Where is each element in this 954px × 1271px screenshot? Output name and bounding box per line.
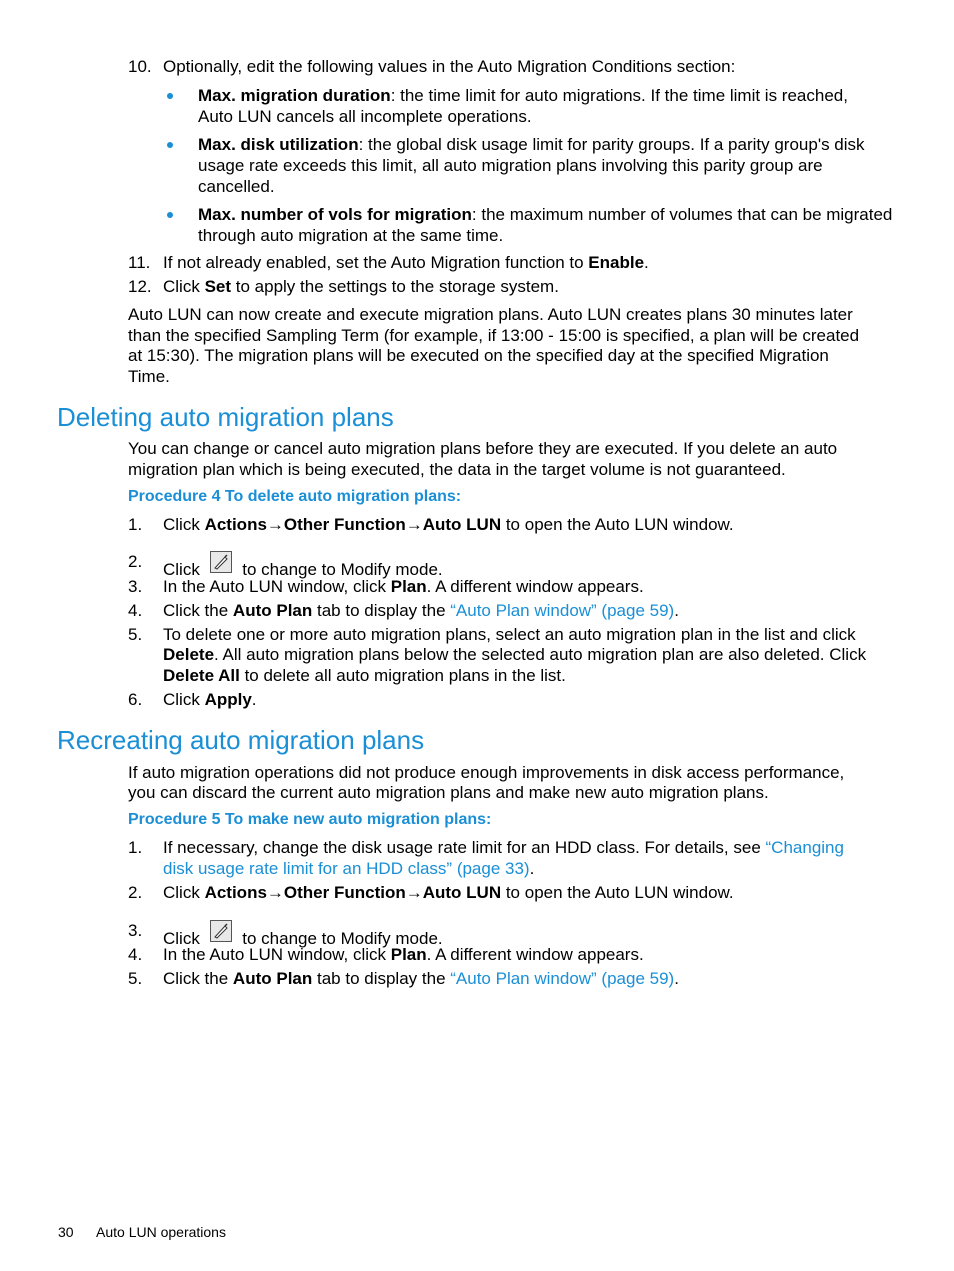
procedure-title: Procedure 4 To delete auto migration plans: — [128, 488, 462, 505]
step-number: 2. — [128, 552, 143, 571]
bullet-term: Max. number of vols for migration — [198, 205, 472, 224]
bullet-text: Auto LUN cancels all incomplete operations. — [198, 107, 532, 126]
step-text-part: tab to display the — [312, 601, 451, 620]
step-text-part: Click — [163, 560, 205, 579]
step-number: 3. — [128, 577, 143, 596]
bullet-item — [198, 204, 892, 225]
step-number: 11. — [128, 253, 151, 272]
bullet-term: Max. disk utilization — [198, 135, 359, 154]
step-text-part: . — [529, 859, 535, 878]
bullet-dot — [167, 142, 173, 148]
paragraph-line: You can change or cancel auto migration plans before they are executed. If you delete an auto — [128, 439, 838, 458]
step-text-part: tab to display the — [312, 969, 451, 988]
step-number: 4. — [128, 945, 143, 964]
step-text — [163, 665, 566, 686]
step-text — [163, 514, 734, 535]
step-text-part: In the Auto LUN window, click — [163, 577, 391, 596]
bullet-item — [198, 85, 848, 106]
step-text — [163, 252, 649, 273]
step-text: To delete one or more auto migration plans, select an auto migration plan in the list and click — [163, 625, 856, 644]
step-text-part: In the Auto LUN window, click — [163, 945, 391, 964]
step-number: 1. — [128, 515, 143, 534]
step-text-part: . — [251, 690, 257, 709]
step-number: 12. — [128, 277, 152, 296]
hdd-class-link[interactable]: disk usage rate limit for an HDD class” (page 33) — [163, 859, 530, 878]
step-text-part: . A different window appears. — [426, 945, 644, 964]
menu-other-function: Other Function — [283, 515, 406, 534]
step-text — [163, 968, 679, 989]
step-text — [163, 944, 644, 965]
step-text-part: . — [674, 969, 679, 988]
step-text — [163, 837, 844, 858]
step-text-part: Click — [163, 883, 205, 902]
step-number: 1. — [128, 838, 143, 857]
paragraph-line: at 15:30). The migration plans will be executed on the specified day at the specified Migration — [128, 346, 829, 365]
auto-plan-window-link[interactable]: “Auto Plan window” (page 59) — [450, 969, 675, 988]
menu-auto-lun: Auto LUN — [422, 515, 502, 534]
step-text-part: Click the — [163, 601, 233, 620]
step-bold: Plan — [390, 945, 427, 964]
page-number: 30 — [58, 1224, 74, 1240]
step-text-part: to open the Auto LUN window. — [501, 515, 734, 534]
step-text-part: Click the — [163, 969, 233, 988]
step-number: 5. — [128, 625, 143, 644]
step-text-part: to change to Modify mode. — [237, 560, 443, 579]
section-heading: Recreating auto migration plans — [57, 725, 425, 755]
step-text-part: . — [644, 253, 649, 272]
step-bold: Set — [204, 277, 232, 296]
footer-label: Auto LUN operations — [96, 1224, 226, 1240]
step-bold: Auto Plan — [232, 601, 313, 620]
step-text-part: to apply the settings to the storage system. — [231, 277, 559, 296]
modify-mode-icon — [210, 920, 232, 942]
procedure-title: Procedure 5 To make new auto migration plans: — [128, 811, 492, 828]
step-text-part: Click — [163, 277, 205, 296]
bullet-text: : the time limit for auto migrations. If the time limit is reached, — [390, 86, 848, 105]
bullet-term: Max. migration duration — [198, 86, 391, 105]
paragraph-line: you can discard the current auto migration plans and make new auto migration plans. — [128, 783, 769, 802]
step-text-part: . All auto migration plans below the selected auto migration plan are also deleted. Click — [214, 645, 867, 664]
paragraph-line: Time. — [128, 367, 170, 386]
modify-mode-icon — [210, 551, 232, 573]
step-text-part: Click — [163, 929, 205, 948]
step-number: 3. — [128, 921, 143, 940]
step-number: 6. — [128, 690, 143, 709]
bullet-text: : the maximum number of volumes that can be migrated — [471, 205, 893, 224]
step-bold: Enable — [588, 253, 645, 272]
paragraph-line: If auto migration operations did not produce enough improvements in disk access performance, — [128, 763, 845, 782]
menu-auto-lun: Auto LUN — [422, 883, 502, 902]
step-text-part: If not already enabled, set the Auto Migration function to — [163, 253, 589, 272]
step-text-part: Click — [163, 515, 205, 534]
step-bold: Apply — [204, 690, 252, 709]
bullet-text: cancelled. — [198, 177, 275, 196]
arrow-icon: → — [405, 883, 423, 902]
step-bold: Delete — [163, 645, 215, 664]
step-number: 4. — [128, 601, 143, 620]
step-text — [163, 576, 644, 597]
step-number: 5. — [128, 969, 143, 988]
paragraph-line: migration plan which is being executed, the data in the target volume is not guaranteed. — [128, 460, 786, 479]
step-text-part: If necessary, change the disk usage rate limit for an HDD class. For details, see — [163, 838, 766, 857]
menu-other-function: Other Function — [283, 883, 406, 902]
auto-plan-window-link[interactable]: “Auto Plan window” (page 59) — [450, 601, 675, 620]
hdd-class-link[interactable]: “Changing — [765, 838, 844, 857]
arrow-icon: → — [405, 515, 423, 534]
step-text: Optionally, edit the following values in the Auto Migration Conditions section: — [163, 57, 736, 76]
bullet-dot — [167, 93, 173, 99]
arrow-icon: → — [266, 515, 284, 534]
bullet-text: : the global disk usage limit for parity groups. If a parity group's disk — [358, 135, 865, 154]
step-bold: Auto Plan — [232, 969, 313, 988]
step-bold: Delete All — [163, 666, 240, 685]
menu-actions: Actions — [204, 883, 267, 902]
step-text — [163, 276, 559, 297]
step-text-part: to change to Modify mode. — [237, 929, 443, 948]
step-text — [163, 858, 534, 879]
step-text — [163, 689, 257, 710]
bullet-item — [198, 134, 865, 155]
step-text-part: Click — [163, 690, 205, 709]
step-text — [163, 882, 734, 903]
paragraph-line: Auto LUN can now create and execute migration plans. Auto LUN creates plans 30 minutes later — [128, 305, 853, 324]
step-text-part: . — [674, 601, 679, 620]
bullet-text: usage rate exceeds this limit, all auto migration plans involving this parity group are — [198, 156, 823, 175]
step-text-part: to open the Auto LUN window. — [501, 883, 734, 902]
step-text — [163, 644, 866, 665]
step-bold: Plan — [390, 577, 427, 596]
arrow-icon: → — [266, 883, 284, 902]
section-heading: Deleting auto migration plans — [57, 402, 394, 432]
paragraph-line: than the specified Sampling Term (for example, if 13:00 - 15:00 is specified, a plan will be created — [128, 326, 860, 345]
bullet-text: through auto migration at the same time. — [198, 226, 504, 245]
step-text — [163, 600, 679, 621]
step-number: 2. — [128, 883, 143, 902]
bullet-dot — [167, 212, 173, 218]
step-text-part: . A different window appears. — [426, 577, 644, 596]
step-number: 10. — [128, 57, 152, 76]
menu-actions: Actions — [204, 515, 267, 534]
step-text-part: to delete all auto migration plans in the list. — [239, 666, 566, 685]
